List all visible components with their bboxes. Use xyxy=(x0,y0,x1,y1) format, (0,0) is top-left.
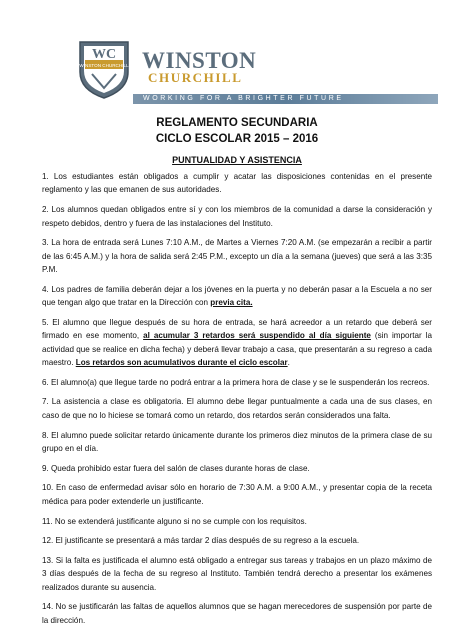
rule-item-9: 9. Queda prohibido estar fuera del salón de clases durante horas de clase. xyxy=(42,463,310,473)
rule-item-14: 14. No se justificarán las faltas de aquellos alumnos que se hagan merecedores de suspensión por parte de la dirección. xyxy=(42,602,432,625)
rule-item-5-emphasis-b: Los retardos son acumulativos durante el ciclo escolar xyxy=(75,358,288,368)
rules-list xyxy=(42,170,432,634)
rule-item-4 xyxy=(42,283,432,310)
rule-item-1: 1. Los estudiantes están obligados a cumplir y acatar las disposiciones contenidas en el presente reglamento y las que emanen de sus autoridades. xyxy=(42,172,432,195)
rule-item-12: 12. El justificante se presentará a más tardar 2 días después de su regreso a la escuela. xyxy=(42,536,360,546)
motto-text: WORKING FOR A BRIGHTER FUTURE xyxy=(143,95,344,102)
rule-item-5 xyxy=(42,316,432,370)
rule-item-2: 2. Los alumnos quedan obligados entre sí y con los miembros de la comunidad a darse la consideración y respeto debidos, dentro y fuera de las instalaciones del Instituto. xyxy=(42,205,432,228)
section-heading: PUNTUALIDAD Y ASISTENCIA xyxy=(172,155,302,165)
school-name: WINSTON xyxy=(142,48,257,73)
school-crest-logo xyxy=(74,38,134,100)
rule-item-4-emphasis: previa cita. xyxy=(210,298,253,308)
crest-banner-text: WINSTON CHURCHILL xyxy=(79,63,129,68)
rule-item-13: 13. Si la falta es justificada el alumno está obligado a entregar sus tareas y trabajos en un plazo máximo de 3 días después de la fecha de su regreso al Instituto. También tendrá derecho a presentar los exámenes realizados durante su ausencia. xyxy=(42,555,432,592)
rule-item-5-emphasis-a: al acumular 3 retardos será suspendido al día siguiente xyxy=(143,331,371,341)
rule-item-5-text-a: 5. El alumno que llegue después de su hora de entrada, se hará acreedor a un retardo que deberá ser firmado en ese momento, xyxy=(42,317,432,341)
rule-item-5-text-b: (sin importar la actividad que se realice en dicha fecha) y deberá llevar trabajo a casa, que presentarán a su regreso a cada maestro. xyxy=(42,331,432,368)
rule-item-5-end: . xyxy=(287,358,290,368)
document-title: REGLAMENTO SECUNDARIA xyxy=(156,117,318,129)
document-subtitle: CICLO ESCOLAR 2015 – 2016 xyxy=(155,133,319,145)
rule-item-3: 3. La hora de entrada será Lunes 7:10 A.M., de Martes a Viernes 7:20 A.M. (se empezarán a recibir a partir de las 6:45 A.M.) y la hora de salida será 2:45 P.M., excepto un día a la semana (jueves) que será a las 3:35 P.M. xyxy=(42,238,432,275)
rule-item-4-text: 4. Los padres de familia deberán dejar a los jóvenes en la puerta y no deberán pasar a la Escuela a no ser que tengan algo que tratar en la Dirección con xyxy=(42,284,432,308)
rule-item-11: 11. No se extenderá justificante alguno si no se cumple con los requisitos. xyxy=(42,516,307,526)
rule-item-8: 8. El alumno puede solicitar retardo únicamente durante los primeros diez minutos de la primera clase de su grupo en el día. xyxy=(42,430,432,453)
school-subname: CHURCHILL xyxy=(148,70,243,85)
crest-letters: WC xyxy=(91,47,117,62)
rule-item-10: 10. En caso de enfermedad avisar sólo en horario de 7:30 A.M. a 9:00 A.M., y presentar copia de la receta médica para poder extenderle un justificante. xyxy=(42,483,432,506)
letterhead xyxy=(0,0,474,110)
rule-item-6: 6. El alumno(a) que llegue tarde no podrá entrar a la primera hora de clase y se le suspenderán los recreos. xyxy=(42,377,430,387)
rule-item-7: 7. La asistencia a clase es obligatoria. El alumno debe llegar puntualmente a cada una de sus clases, en caso de que no lo hiciese se tomará como un retardo, dos retardos serán considerados una falta. xyxy=(42,397,432,420)
